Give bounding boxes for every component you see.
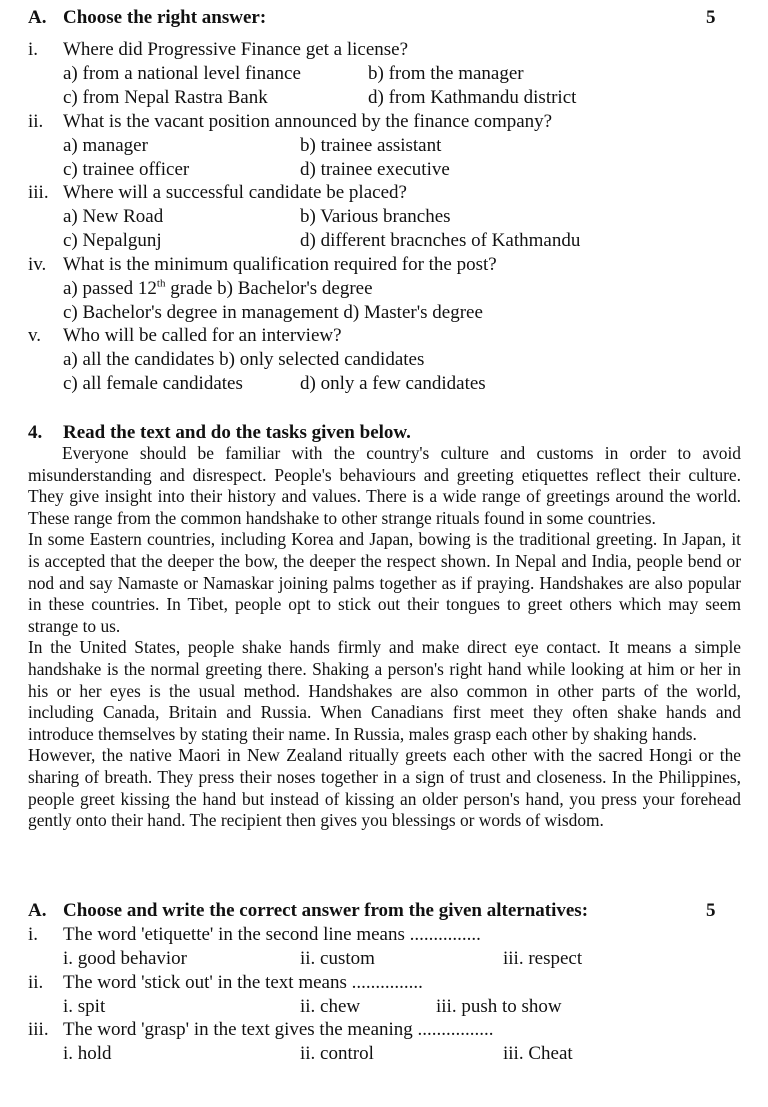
question-number: v.: [28, 325, 42, 346]
passage-paragraph: However, the native Maori in New Zealand ritually greets each other with the sacred Hongi or the sharing of breath. They press their noses together in a sign of trust and closeness. In the Philippines, people greet kissing the hand but instead of kissing an older person's hand, you press your forehead gently onto their hand. The recipient then gives you blessings or words of wisdom.: [28, 745, 741, 831]
option: iii. Cheat: [503, 1043, 573, 1064]
question-text: Who will be called for an interview?: [63, 325, 342, 346]
question-text: Where will a successful candidate be placed?: [63, 182, 407, 203]
options-row: [0, 86, 768, 110]
options-row: [0, 229, 768, 253]
options-row: [0, 301, 768, 325]
question-text: The word 'etiquette' in the second line means ...............: [63, 924, 481, 945]
passage-paragraph: In some Eastern countries, including Korea and Japan, bowing is the traditional greeting. In Japan, it is accepted that the deeper the bow, the deeper the respect shown. In Nepal and India, people bend or nod and say Namaste or Namaskar joining palms together as if praying. Handshakes are also popular in these countries. In Tibet, people opt to stick out their tongues to greet others which may seem strange to us.: [28, 529, 741, 636]
option: i. spit: [63, 996, 106, 1017]
option: iii. push to show: [436, 996, 562, 1017]
option: d) only a few candidates: [300, 373, 486, 394]
option: c) Nepalgunj: [63, 230, 162, 251]
section-4-title: Read the text and do the tasks given below.: [63, 422, 411, 443]
options-row: [0, 947, 768, 971]
option: a) New Road: [63, 206, 164, 227]
question-row: [0, 923, 768, 947]
section-b-title: Choose and write the correct answer from the given alternatives:: [63, 900, 589, 921]
question-row: [0, 38, 768, 62]
question-row: [0, 971, 768, 995]
option: c) from Nepal Rastra Bank: [63, 87, 268, 108]
section-b-heading: [0, 899, 768, 923]
option: iii. respect: [503, 948, 583, 969]
section-b-letter: A.: [28, 900, 47, 921]
question-row: [0, 110, 768, 134]
section-a-marks: 5: [706, 7, 716, 28]
options-row: [0, 1042, 768, 1066]
question-number: iii.: [28, 1019, 49, 1040]
question-text: What is the vacant position announced by the finance company?: [63, 111, 553, 132]
question-row: [0, 253, 768, 277]
option: ii. control: [300, 1043, 374, 1064]
question-number: i.: [28, 924, 39, 945]
question-number: i.: [28, 39, 39, 60]
option: b) Various branches: [300, 206, 451, 227]
options-row: [0, 372, 768, 396]
option: a) all the candidates b) only selected candidates: [63, 349, 425, 370]
section-4-heading: [0, 421, 768, 445]
options-row: [0, 348, 768, 372]
option: a) manager: [63, 135, 148, 156]
question-number: ii.: [28, 972, 44, 993]
passage-paragraph: Everyone should be familiar with the country's culture and customs in order to avoid misunderstanding and disrespect. People's behaviours and greeting etiquettes reflect their culture. They give insight into their history and values. There is a wide range of greetings around the world. These range from the common handshake to other strange rituals found in some countries.: [28, 443, 741, 528]
options-row: [0, 277, 768, 301]
options-row: [0, 995, 768, 1019]
section-b-marks: 5: [706, 900, 716, 921]
option: c) trainee officer: [63, 159, 190, 180]
option: a) from a national level finance: [63, 63, 301, 84]
question-text: The word 'grasp' in the text gives the meaning ................: [63, 1019, 494, 1040]
question-text: What is the minimum qualification required for the post?: [63, 254, 497, 275]
option: c) Bachelor's degree in management d) Master's degree: [63, 302, 483, 323]
section-4-number: 4.: [28, 422, 43, 443]
section-a-heading: [0, 6, 768, 30]
section-a-title: Choose the right answer:: [63, 7, 267, 28]
option: i. good behavior: [63, 948, 188, 969]
option: i. hold: [63, 1043, 112, 1064]
options-row: [0, 134, 768, 158]
question-row: [0, 1018, 768, 1042]
question-row: [0, 181, 768, 205]
option: ii. custom: [300, 948, 375, 969]
question-number: iii.: [28, 182, 49, 203]
superscript: th: [156, 277, 166, 290]
option: d) different bracnches of Kathmandu: [300, 230, 581, 251]
option: b) trainee assistant: [300, 135, 442, 156]
option: b) from the manager: [368, 63, 524, 84]
options-row: [0, 158, 768, 182]
option: ii. chew: [300, 996, 361, 1017]
question-number: ii.: [28, 111, 44, 132]
question-row: [0, 324, 768, 348]
options-row: [0, 62, 768, 86]
question-text: Where did Progressive Finance get a license?: [63, 39, 409, 60]
option: d) trainee executive: [300, 159, 450, 180]
question-text: The word 'stick out' in the text means ...............: [63, 972, 423, 993]
options-row: [0, 205, 768, 229]
section-a-letter: A.: [28, 7, 47, 28]
passage-paragraph: In the United States, people shake hands firmly and make direct eye contact. It means a simple handshake is the normal greeting there. Shaking a person's right hand while looking at him or her in his or her eyes is the usual method. Handshakes are also common in other parts of the world, including Canada, Britain and Russia. When Canadians first meet they often shake hands and introduce themselves by stating their name. In Russia, males grasp each other by shaking hands.: [28, 637, 741, 744]
option: a) passed 12th grade b) Bachelor's degree: [63, 277, 373, 299]
option: c) all female candidates: [63, 373, 243, 394]
question-number: iv.: [28, 254, 47, 275]
reading-passage: [28, 443, 741, 832]
option: d) from Kathmandu district: [368, 87, 577, 108]
